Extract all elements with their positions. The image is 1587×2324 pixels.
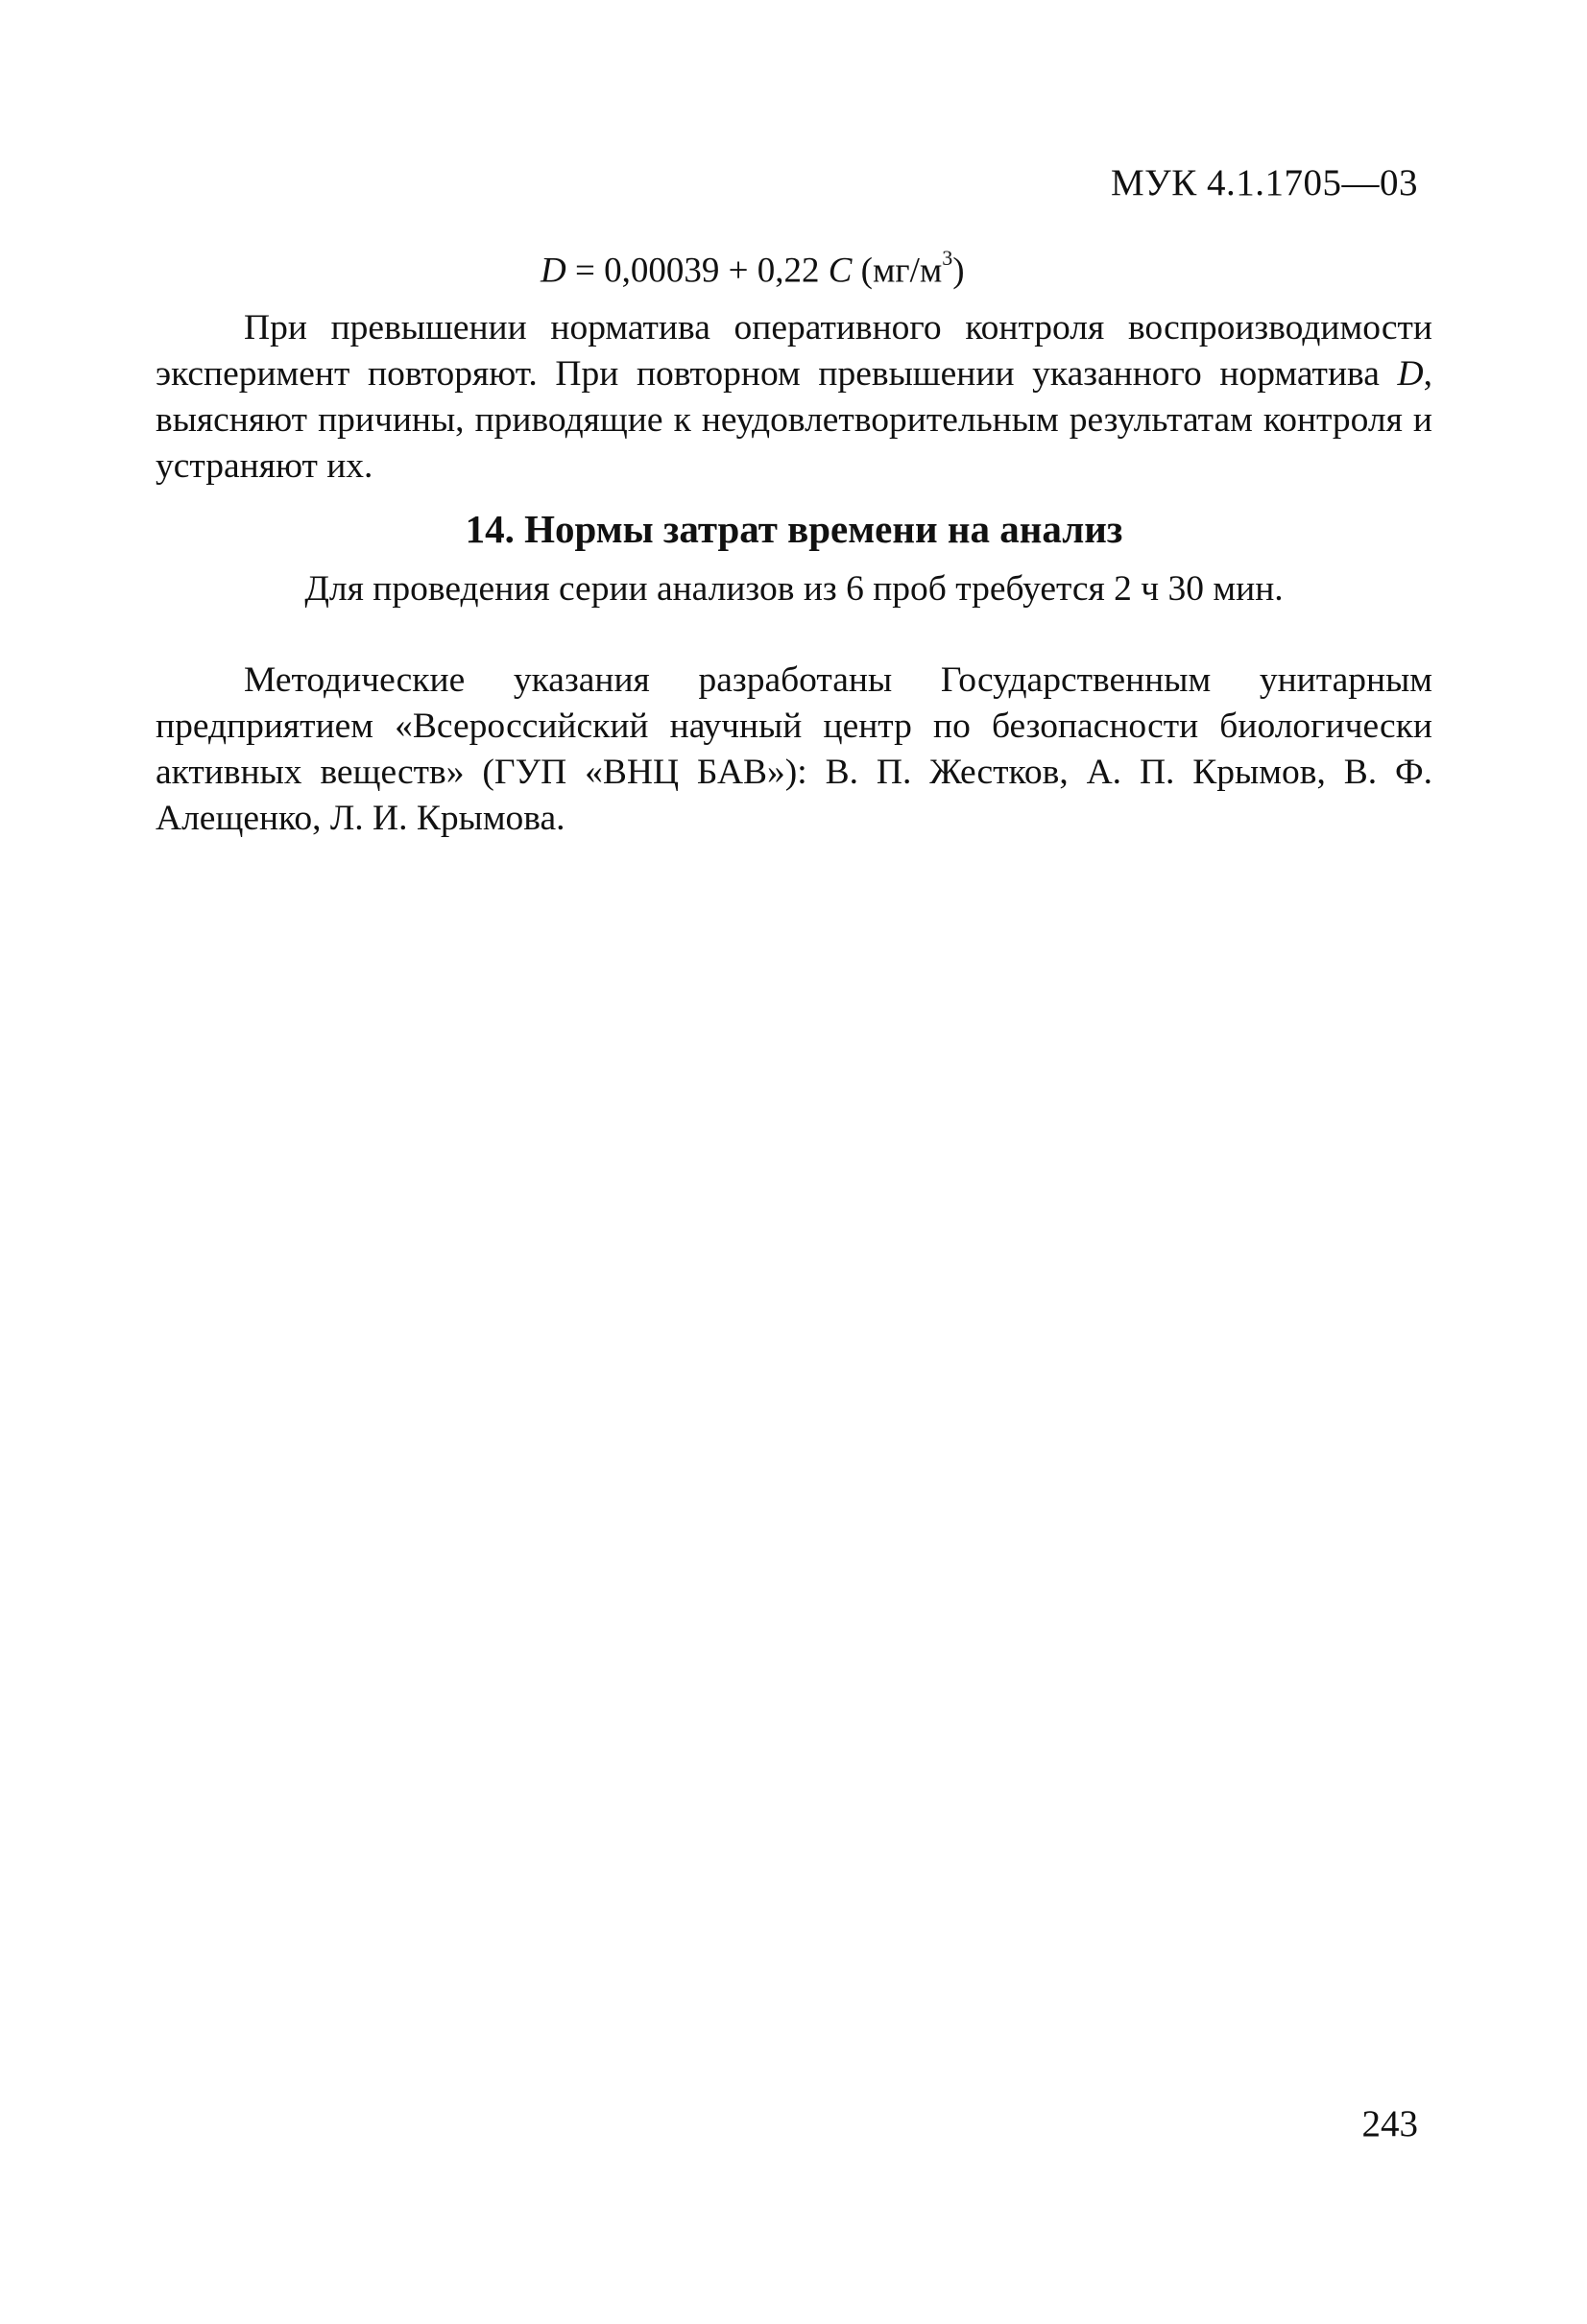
credits-paragraph: Методические указания разработаны Государственным унитарным предприятием «Всероссийский научный центр по безопасности биологически активных веществ» (ГУП «ВНЦ БАВ»): В. П. Жестков, А. П. Крымов, В. Ф. Алещенко, Л. И. Крымова. [156,660,1432,838]
formula-unit-open: (мг/м [852,251,943,291]
control-exceed-paragraph [156,305,1432,490]
section-14-heading: 14. Нормы затрат времени на анализ [465,507,1123,551]
document-code-header: МУК 4.1.1705—03 [1110,162,1418,204]
page-number: 243 [1361,2103,1418,2144]
formula-unit-close: ) [952,251,965,291]
paragraph-1-variable-d: D [1397,354,1424,394]
formula-variable-c: C [828,251,853,291]
paragraph-1-part-1: При превышении норматива оперативного контроля воспроизводимости эксперимент повторяют. При повторном превышении указанного норматива [156,308,1432,394]
reproducibility-formula [541,246,965,291]
formula-body: = 0,00039 + 0,22 [565,251,829,291]
formula-unit-superscript: 3 [942,246,953,270]
paragraph-1-part-2: , выясняют причины, приводящие к неудовлетворительным результатам контроля и устраняют их. [156,354,1432,486]
formula-variable-d: D [541,251,566,291]
analysis-time-text: Для проведения серии анализов из 6 проб требуется 2 ч 30 мин. [304,569,1284,609]
